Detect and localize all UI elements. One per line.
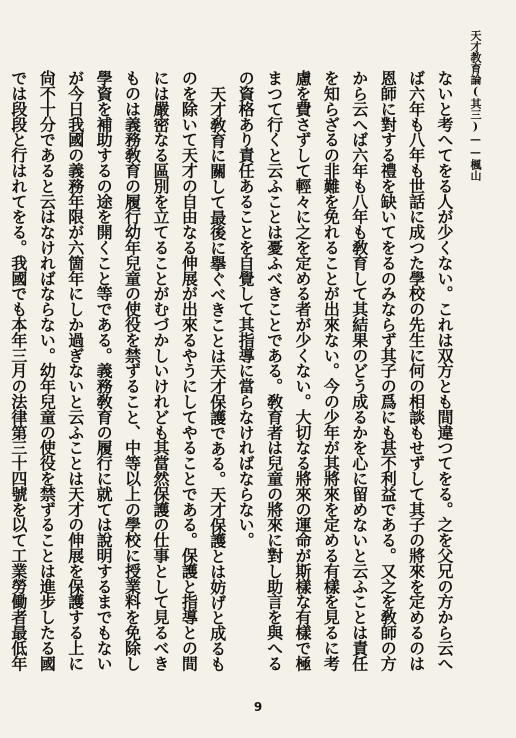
paragraph-1: ないと考へてをる人が少くない。これは双方とも間違つてをる。之を父兄の方から云へば六年も八年も世話に成つた學校の先生に何の相談もせずして其子の將來を定めるのは恩師に對する禮を缺いてをるのみならず其子の爲にも甚不利益である。又之を敎師の方から云へば六年も八年も敎育して其結果のどう成るかを心に留めないと云ふことは責任を知らざるの非難を免れることが出來ない。今の少年が其將來を定める有樣を見るに考慮を費さずして輕々に之を定める者が少くない。大切なる將來の運命が斯樣な有樣で極まつて行くと云ふことは憂ふべきことである。敎育者は兒童の將來に對し助言を與へるの資格あり責任あることを自覺して其指導に當らなければならない。 (236, 70, 454, 671)
running-head: 天才教育論(其三)——楓山 (469, 30, 482, 181)
page-number: 9 (253, 700, 263, 714)
body-text (8, 70, 458, 680)
paragraph-2: 天才敎育に關して最後に擧ぐべきことは天才保護である。天才保護とは妨げと成るものを除いて天才の自由なる伸展が出來るやうにしてやることである。保護と指導との間には嚴密なる區別を立てることがむづかしいけれども其當然保護の仕事として見るべきものは義務敎育の履行幼年兒童の使役を禁ずること、中等以上の學校に授業料を免除し學資を補助するの途を開くこと等である。義務敎育の履行に就ては說明するまでもないが今日我國の義務年限が六箇年にしか過ぎないと云ふことは天才の伸展を保護する上に尙不十分であると云はなければならない。幼年兒童の使役を禁ずることは進步したる國では段段と行はれてをる。我國でも本年三月の法律第三十四號を以て工業勞働者最低年 (8, 70, 227, 672)
